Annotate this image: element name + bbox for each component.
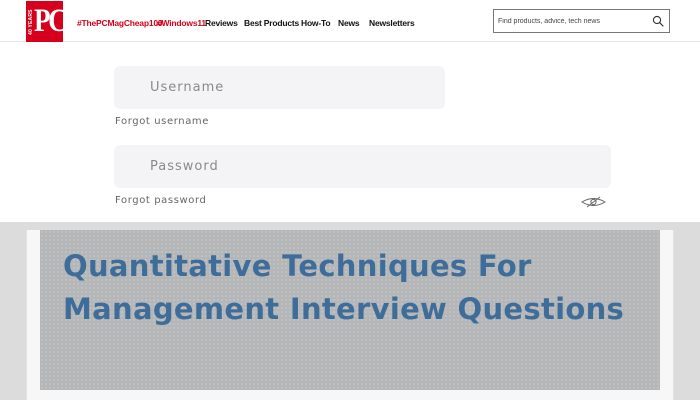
search-box <box>493 9 670 33</box>
article-title: Quantitative Techniques For Management Interview Questions <box>63 249 625 326</box>
logo-mark: PC <box>34 3 66 39</box>
nav-windows11[interactable]: #Windows11 <box>157 18 206 28</box>
nav-newsletters[interactable]: Newsletters <box>369 18 415 28</box>
nav-best-products[interactable]: Best Products <box>244 18 300 28</box>
forgot-username-link[interactable]: Forgot username <box>115 116 210 127</box>
forgot-password-link[interactable]: Forgot password <box>115 195 207 206</box>
username-field[interactable] <box>114 66 445 109</box>
logo-years-text: 40 YEARS <box>28 9 34 35</box>
search-icon[interactable] <box>652 15 664 27</box>
nav-thepcmagcheap100[interactable]: #ThePCMagCheap100 <box>77 18 163 28</box>
eye-icon[interactable] <box>580 196 607 208</box>
site-header <box>0 0 700 42</box>
password-field[interactable] <box>114 145 611 188</box>
nav-news[interactable]: News <box>338 18 360 28</box>
search-input[interactable] <box>498 15 648 27</box>
nav-how-to[interactable]: How-To <box>301 18 331 28</box>
pcmag-logo[interactable] <box>26 1 66 42</box>
nav-reviews[interactable]: Reviews <box>205 18 238 28</box>
